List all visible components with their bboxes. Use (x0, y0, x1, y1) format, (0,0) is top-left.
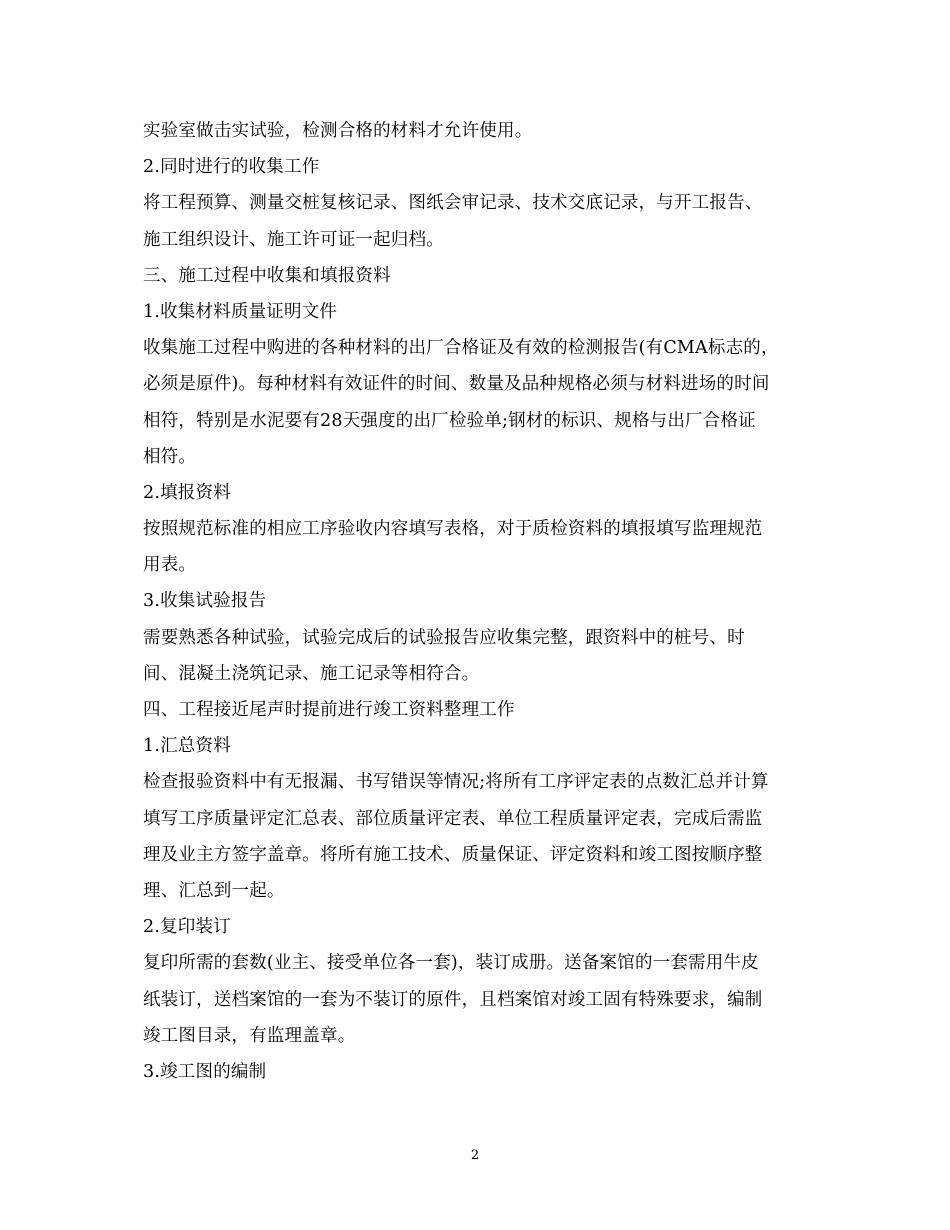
section-heading: 3.收集试验报告 (143, 591, 267, 612)
section-heading: 3.竣工图的编制 (143, 1061, 267, 1082)
text-line: 将工程预算、测量交桩复核记录、图纸会审记录、技术交底记录，与开工报告、 (143, 193, 763, 214)
text-line: 需要熟悉各种试验，试验完成后的试验报告应收集完整，跟资料中的桩号、时 (143, 627, 745, 648)
page-number: 2 (470, 1148, 480, 1163)
text-line: 复印所需的套数(业主、接受单位各一套)，装订成册。送备案馆的一套需用牛皮 (143, 953, 759, 974)
section-heading: 2.同时进行的收集工作 (143, 157, 320, 178)
text-line: 相符，特别是水泥要有28天强度的出厂检验单;钢材的标识、规格与出厂合格证 (143, 410, 756, 431)
text-line: 理及业主方签字盖章。将所有施工技术、质量保证、评定资料和竣工图按顺序整 (143, 844, 763, 865)
text-line: 用表。 (143, 555, 197, 576)
text-line: 纸装订，送档案馆的一套为不装订的原件，且档案馆对竣工固有特殊要求，编制 (143, 989, 763, 1010)
chapter-heading: 四、工程接近尾声时提前进行竣工资料整理工作 (143, 700, 515, 720)
chapter-heading: 三、施工过程中收集和填报资料 (143, 265, 391, 286)
text-line: 竣工图目录，有监理盖章。 (143, 1025, 356, 1046)
text-line: 必须是原件)。每种材料有效证件的时间、数量及品种规格必须与材料进场的时间 (143, 374, 770, 395)
text-line: 收集施工过程中购进的各种材料的出厂合格证及有效的检测报告(有CMA标志的， (143, 338, 779, 359)
text-line: 按照规范标准的相应工序验收内容填写表格，对于质检资料的填报填写监理规范 (143, 519, 763, 540)
section-heading: 1.汇总资料 (143, 736, 231, 757)
text-line: 填写工序质量评定汇总表、部位质量评定表、单位工程质量评定表，完成后需监 (143, 808, 763, 829)
text-line: 实验室做击实试验，检测合格的材料才允许使用。 (143, 121, 533, 141)
section-heading: 1.收集材料质量证明文件 (143, 301, 338, 322)
text-line: 相符。 (143, 446, 197, 467)
section-heading: 2.填报资料 (143, 482, 231, 503)
text-line: 施工组织设计、施工许可证一起归档。 (143, 229, 444, 250)
section-heading: 2.复印装订 (143, 917, 231, 938)
text-line: 检查报验资料中有无报漏、书写错误等情况;将所有工序评定表的点数汇总并计算 (143, 772, 769, 793)
text-line: 间、混凝土浇筑记录、施工记录等相符合。 (143, 663, 480, 684)
body-text (143, 113, 823, 1090)
text-line: 理、汇总到一起。 (143, 880, 285, 901)
